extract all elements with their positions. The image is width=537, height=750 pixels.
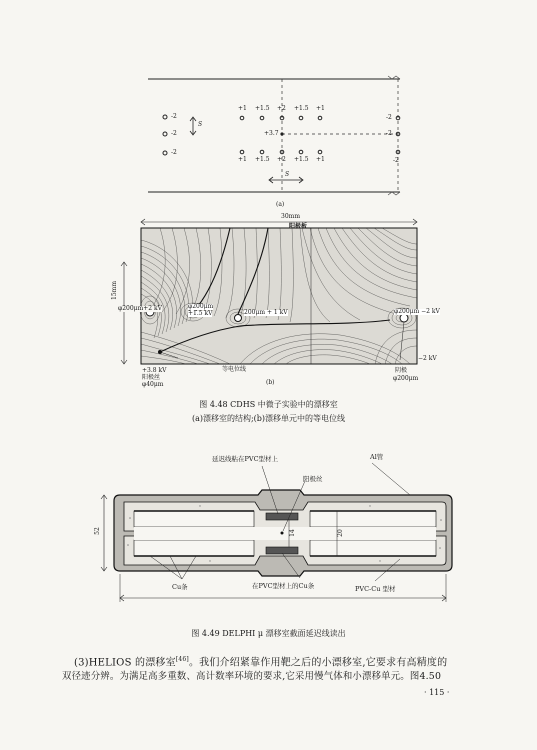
b-anode-name: 阳极丝 — [142, 374, 161, 381]
dim-20: 20 — [336, 529, 344, 537]
a-panel-label: (a) — [276, 201, 285, 208]
pvc-cu-label: PVC-Cu 型材 — [355, 585, 396, 593]
paragraph-line-1-start: (3)HELIOS 的漂移室 — [74, 657, 176, 669]
cu-on-pvc-label: 在PVC型材上的Cu条 — [252, 582, 315, 590]
a-top-3: +2 — [277, 105, 286, 112]
b-equipotential: 等电位线 — [222, 366, 247, 373]
b-inner-wire-1: φ200μm — [188, 303, 214, 310]
a-top-1: +1 — [238, 105, 247, 112]
a-top-2: +1.5 — [255, 105, 270, 112]
a-bot-2: +1.5 — [255, 156, 270, 163]
a-left-2: -2 — [171, 130, 177, 137]
cu-strip-label: Cu条 — [172, 583, 188, 591]
b-panel-label: (b) — [266, 379, 275, 386]
b-anode-v: +3.8 kV — [142, 367, 167, 374]
a-left-1: -2 — [171, 113, 177, 120]
b-cathode-d: φ200μm — [393, 375, 419, 382]
a-bot-1: +1 — [238, 156, 247, 163]
b-dim-height: 15mm — [111, 280, 118, 300]
b-inner-wire-2: 200μm + 1 kV — [244, 309, 288, 316]
a-right-2: -2 — [386, 130, 392, 137]
fig448-subcaption: (a)漂移室的结构;(b)漂移单元中的等电位线 — [191, 414, 346, 423]
a-right-3: -2 — [393, 157, 399, 164]
paragraph-line-2: 双径迹分辨。为满足高多重数、高计数率环境的要求,它采用慢气体和小漂移单元。图4.50 — [62, 671, 442, 682]
al-tube-label: Al管 — [370, 453, 384, 461]
b-dim-width: 30mm — [281, 213, 301, 220]
anode-wire-label: 阳极丝 — [303, 475, 323, 483]
a-mid: +3.7 — [264, 130, 279, 137]
a-left-3: -2 — [171, 149, 177, 156]
a-s-label: S — [198, 121, 203, 128]
a-bot-4: +1.5 — [294, 156, 309, 163]
dim-52: 52 — [93, 527, 101, 535]
fig449-caption: 图 4.49 DELPHI μ 漂移室截面延迟线读出 — [191, 629, 346, 638]
b-top-plate: 阳极板 — [289, 223, 308, 230]
a-bot-3: +2 — [277, 156, 286, 163]
a-right-1: -2 — [386, 114, 392, 121]
a-bot-5: +1 — [316, 156, 325, 163]
b-right-wire: φ200μm −2 kV — [394, 308, 440, 315]
b-left-wire: φ200μm+2 kV — [118, 305, 162, 312]
b-inner-wire-1b: +1.5 kV — [188, 310, 213, 317]
fig448-caption: 图 4.48 CDHS 中微子实验中的漂移室 — [199, 400, 338, 409]
b-cathode-name: 阴极 — [395, 367, 408, 374]
a-top-5: +1 — [316, 105, 325, 112]
paragraph-line-1-end: 。我们介绍紧靠作用靶之后的小漂移室,它要求有高精度的 — [188, 657, 448, 669]
b-anode-d: φ40μm — [142, 381, 164, 388]
a-s-bottom: S — [285, 171, 290, 178]
page-number: · 115 · — [424, 688, 450, 697]
a-top-4: +1.5 — [294, 105, 309, 112]
dim-14: 14 — [288, 529, 296, 537]
b-right-low: −2 kV — [418, 355, 437, 362]
citation-ref: [46] — [175, 656, 189, 663]
delay-line-label: 延迟线粘在PVC型材上 — [212, 455, 279, 463]
